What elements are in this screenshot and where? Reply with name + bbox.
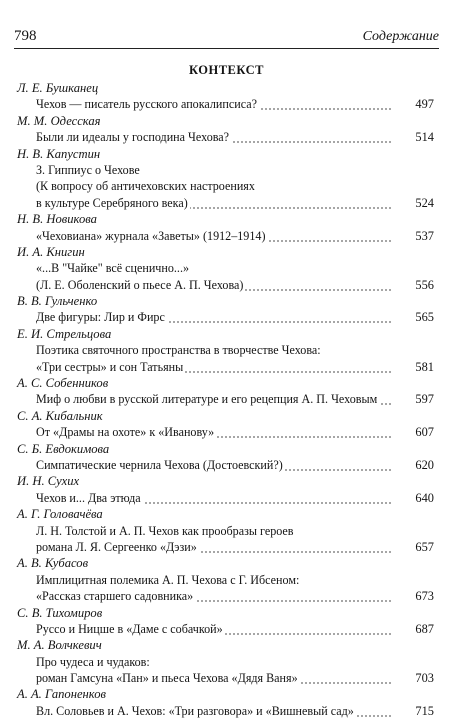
entry-title-block [0, 162, 453, 211]
toc-entry [0, 506, 453, 555]
entry-author: Л. Е. Бушканец [17, 81, 99, 95]
entry-page-number: 514 [412, 129, 434, 145]
entry-author: А. В. Кубасов [17, 556, 89, 571]
entry-author: А. С. Собенников [17, 376, 109, 391]
entry-author: И. Н. Сухих [17, 474, 80, 489]
entry-title-line: (К вопросу об античеховских настроениях [36, 179, 255, 194]
section-title: КОНТЕКСТ [189, 63, 264, 77]
entry-title-block [0, 621, 453, 637]
entry-author: М. М. Одесская [17, 113, 101, 128]
entry-title-line: Про чудеса и чудаков: [36, 654, 150, 669]
entry-title-line: З. Гиппиус о Чехове [36, 162, 140, 177]
entry-author: М. А. Волчкевич [17, 638, 102, 653]
entry-title-line: романа Л. Я. Сергеенко «Дэзи» [36, 539, 391, 555]
entry-title-line: «Рассказ старшего садовника» [36, 588, 391, 604]
entry-author: С. Б. Евдокимова [17, 441, 110, 456]
entry-title-block [0, 490, 453, 506]
entry-title-line: Были ли идеалы у господина Чехова? [36, 129, 391, 145]
entry-page-number: 537 [412, 228, 434, 244]
entry-title-block [0, 228, 453, 244]
toc-entry [0, 113, 453, 146]
entry-title-block [0, 703, 453, 719]
entry-author: В. В. Гульченко [17, 294, 98, 309]
entry-page-number: 640 [412, 490, 434, 506]
toc-entry [0, 408, 453, 441]
entry-page-number: 497 [412, 96, 434, 112]
entry-title-line: Поэтика святочного пространства в творчестве Чехова: [36, 343, 321, 358]
entry-author: А. А. Гапоненков [17, 687, 106, 702]
entry-page-number: 703 [412, 670, 434, 686]
entry-page-number: 581 [412, 359, 434, 375]
entry-author: С. В. Тихомиров [17, 605, 103, 620]
entry-title-block [0, 342, 453, 375]
entry-title-block [0, 129, 453, 145]
entry-title-block [0, 96, 453, 112]
entry-author: А. Г. Головачёва [17, 507, 103, 522]
entry-title-line: «Три сестры» и сон Татьяны [36, 359, 391, 375]
entry-title-block [0, 654, 453, 687]
entry-title-line: Л. Н. Толстой и А. П. Чехов как прообразы героев [36, 523, 294, 538]
entry-title-block [0, 391, 453, 407]
page-header [14, 26, 439, 49]
toc-entry [0, 146, 453, 212]
entry-title-line: Руссо и Ницше в «Даме с собачкой» [36, 621, 391, 637]
entry-title-block [0, 424, 453, 440]
table-of-contents [0, 80, 453, 719]
toc-entry [0, 605, 453, 638]
toc-entry [0, 211, 453, 244]
entry-author: Н. В. Новикова [17, 212, 97, 227]
entry-page-number: 715 [412, 703, 434, 719]
entry-author: С. А. Кибальник [17, 408, 103, 423]
page-number: 798 [14, 28, 37, 44]
running-title: Содержание [362, 29, 439, 44]
entry-title-line: Чехов и... Два этюда [36, 490, 391, 506]
entry-title-line: в культуре Серебряного века) [36, 195, 391, 211]
entry-title-block [0, 523, 453, 556]
toc-entry [0, 637, 453, 686]
toc-entry [0, 293, 453, 326]
entry-title-line: Имплицитная полемика А. П. Чехова с Г. Ибсеном: [36, 572, 300, 587]
entry-author: Е. И. Стрельцова [17, 326, 112, 341]
entry-page-number: 607 [412, 424, 434, 440]
entry-title-block [0, 260, 453, 293]
entry-title-line: «...В "Чайке" всё сценично...» [36, 261, 190, 276]
entry-author: И. А. Книгин [17, 244, 85, 259]
entry-author: Н. В. Капустин [17, 146, 101, 161]
entry-page-number: 620 [412, 457, 434, 473]
entry-title-line: Вл. Соловьев и А. Чехов: «Три разговора» и «Вишневый сад» [36, 703, 391, 719]
entry-title-line: роман Гамсуна «Пан» и пьеса Чехова «Дядя Ваня» [36, 670, 391, 686]
entry-title-line: Миф о любви в русской литературе и его рецепция А. П. Чеховым [36, 391, 391, 407]
toc-entry [0, 555, 453, 604]
entry-page-number: 657 [412, 539, 434, 555]
entry-title-block [0, 309, 453, 325]
toc-entry [0, 686, 453, 719]
toc-entry [0, 441, 453, 474]
entry-title-block [0, 457, 453, 473]
entry-page-number: 687 [412, 621, 434, 637]
entry-page-number: 524 [412, 195, 434, 211]
entry-title-line: Чехов — писатель русского апокалипсиса? [36, 96, 391, 112]
toc-entry [0, 375, 453, 408]
entry-title-line: (Л. Е. Оболенский о пьесе А. П. Чехова) [36, 277, 391, 293]
entry-page-number: 673 [412, 588, 434, 604]
toc-entry [0, 80, 453, 113]
toc-entry [0, 326, 453, 375]
entry-title-line: «Чеховиана» журнала «Заветы» (1912–1914) [36, 228, 391, 244]
entry-page-number: 556 [412, 277, 434, 293]
toc-entry [0, 244, 453, 293]
entry-title-line: От «Драмы на охоте» к «Иванову» [36, 424, 391, 440]
entry-title-block [0, 572, 453, 605]
entry-title-line: Симпатические чернила Чехова (Достоевский?) [36, 457, 391, 473]
toc-entry [0, 473, 453, 506]
entry-title-line: Две фигуры: Лир и Фирс [36, 309, 391, 325]
entry-page-number: 597 [412, 391, 434, 407]
entry-page-number: 565 [412, 309, 434, 325]
